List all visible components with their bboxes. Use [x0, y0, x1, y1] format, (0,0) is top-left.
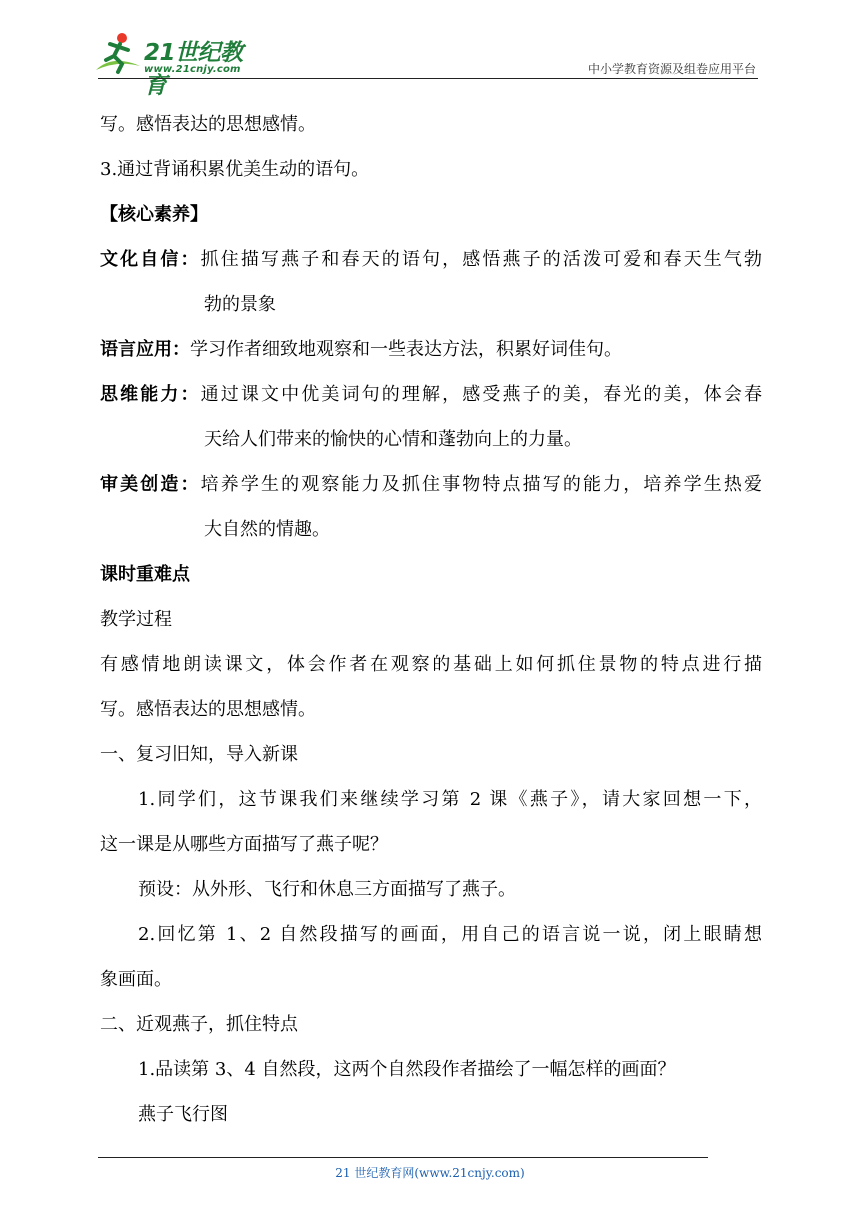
term-text: 抓住描写燕子和春天的语句，感悟燕子的活泼可爱和春天生气勃 — [200, 249, 762, 270]
text-line — [100, 462, 762, 507]
term-label: 文化自信： — [100, 249, 201, 270]
header-divider — [98, 78, 758, 79]
text-line: 大自然的情趣。 — [204, 519, 330, 540]
text-line — [100, 372, 762, 417]
page-header — [0, 0, 860, 99]
logo-text: 21世纪教育 — [144, 40, 243, 99]
text-line: 这一课是从哪些方面描写了燕子呢？ — [100, 834, 388, 855]
text-line: 勃的景象 — [204, 294, 276, 315]
text-line: 1.品读第 3、4 自然段，这两个自然段作者描绘了一幅怎样的画面？ — [138, 1059, 676, 1080]
text-line: 预设：从外形、飞行和休息三方面描写了燕子。 — [138, 879, 516, 900]
text-line — [100, 237, 762, 282]
text-line: 象画面。 — [100, 969, 172, 990]
term-text: 培养学生的观察能力及抓住事物特点描写的能力，培养学生热爱 — [200, 474, 762, 495]
text-line: 写。感悟表达的思想感情。 — [100, 114, 316, 135]
site-logo — [92, 30, 262, 99]
text-line: 教学过程 — [100, 609, 172, 630]
text-line — [100, 327, 762, 372]
section-heading: 【核心素养】 — [100, 204, 208, 225]
platform-name: 中小学教育资源及组卷应用平台 — [587, 62, 756, 76]
section-heading: 一、复习旧知，导入新课 — [100, 744, 298, 765]
section-heading: 课时重难点 — [100, 564, 190, 585]
term-label: 审美创造： — [100, 474, 201, 495]
runner-logo-icon — [92, 30, 144, 76]
term-text: 通过课文中优美词句的理解，感受燕子的美，春光的美，体会春 — [200, 384, 762, 405]
term-label: 思维能力： — [100, 384, 201, 405]
text-line: 写。感悟表达的思想感情。 — [100, 699, 316, 720]
logo-url: www.21cnjy.com — [144, 64, 241, 75]
text-line: 有感情地朗读课文，体会作者在观察的基础上如何抓住景物的特点进行描 — [100, 654, 762, 675]
text-line: 燕子飞行图 — [138, 1104, 228, 1125]
document-body — [100, 102, 762, 1137]
text-line: 1.同学们，这节课我们来继续学习第 2 课《燕子》，请大家回想一下， — [138, 789, 762, 810]
section-heading: 二、近观燕子，抓住特点 — [100, 1014, 298, 1035]
text-line: 天给人们带来的愉快的心情和蓬勃向上的力量。 — [204, 429, 582, 450]
term-label: 语言应用： — [100, 339, 190, 360]
footer-divider — [98, 1157, 708, 1158]
text-line: 2.回忆第 1、2 自然段描写的画面，用自己的语言说一说，闭上眼睛想 — [138, 924, 762, 945]
term-text: 学习作者细致地观察和一些表达方法，积累好词佳句。 — [190, 339, 622, 360]
page-footer: 21 世纪教育网(www.21cnjy.com) — [335, 1166, 525, 1180]
text-line: 3.通过背诵积累优美生动的语句。 — [100, 159, 370, 180]
